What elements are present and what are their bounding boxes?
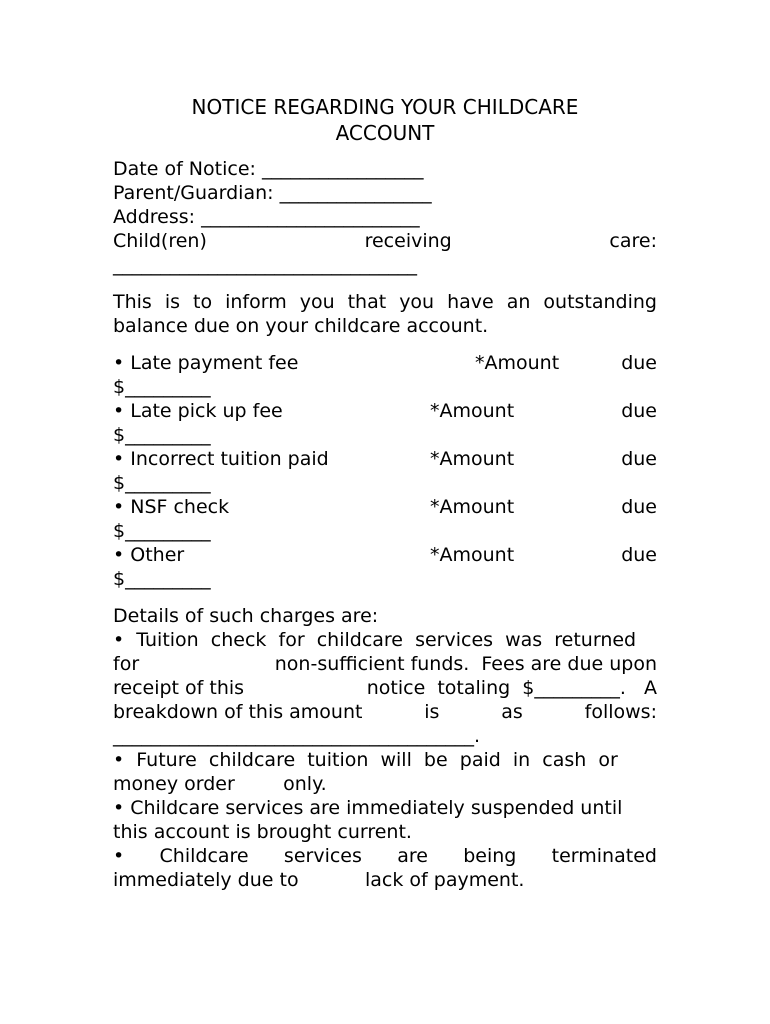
charge-amount-label: *Amount [430,496,515,518]
page-title [113,94,657,146]
detail-text: as [501,701,523,723]
charge-due-label: due [621,448,657,470]
children-field[interactable]: ________________________________ [113,254,417,276]
detail-bullet-suspended-line-1: • Childcare services are immediately suspended until [113,797,623,819]
details-heading: Details of such charges are: [113,605,379,627]
detail-text: Childcare [159,845,249,867]
charge-amount-label: *Amount [430,544,515,566]
detail-text: for [113,653,140,675]
charge-amount-field[interactable]: $_________ [113,376,211,398]
title-line-1: NOTICE REGARDING YOUR CHILDCARE [191,95,579,119]
detail-text: • [113,845,125,867]
charge-label: • Late payment fee [113,352,299,374]
charge-item [113,399,657,447]
children-word-3: care: [609,230,657,252]
detail-text: receipt of this [113,677,245,699]
detail-bullet-nsf-line-3 [113,676,657,700]
detail-text: terminated [551,845,657,867]
charge-item [113,351,657,399]
detail-bullet-future-line-1: • Future childcare tuition will be paid in cash or [113,749,618,771]
detail-bullet-suspended-line-2: this account is brought current. [113,821,412,843]
address-field[interactable]: Address: _______________________ [113,206,420,228]
charge-label: • Incorrect tuition paid [113,448,329,470]
charge-amount-field[interactable]: $_________ [113,424,211,446]
breakdown-field[interactable]: ______________________________________. [113,725,481,747]
detail-text: non-sufficient funds. Fees are due upon [274,653,657,675]
charge-amount-label: *Amount [475,352,560,374]
charge-amount-field[interactable]: $_________ [113,472,211,494]
charge-amount-field[interactable]: $_________ [113,568,211,590]
charge-amount-field[interactable]: $_________ [113,520,211,542]
detail-text: being [463,845,517,867]
detail-bullet-future-line-2: money order only. [113,773,327,795]
detail-bullet-terminated-line-1 [113,844,657,868]
detail-text: follows: [584,701,657,723]
charge-due-label: due [621,496,657,518]
detail-text: is [424,701,440,723]
charge-due-label: due [621,400,657,422]
detail-text: are [397,845,428,867]
detail-bullet-nsf-line-1: • Tuition check for childcare services was returned [113,629,637,651]
detail-bullet-nsf-line-4 [113,700,657,724]
parent-guardian-field[interactable]: Parent/Guardian: ________________ [113,182,432,204]
charge-item [113,447,657,495]
charge-due-label: due [621,352,657,374]
children-word-2: receiving [364,230,452,252]
total-amount-field[interactable]: notice totaling $_________. A [366,677,657,699]
charge-label: • Late pick up fee [113,400,283,422]
charges-list [113,351,657,591]
detail-bullet-nsf-line-2 [113,652,657,676]
date-of-notice-field[interactable]: Date of Notice: _________________ [113,158,424,180]
intro-paragraph: This is to inform you that you have an outstanding balance due on your childcare account. [113,291,657,337]
charge-amount-label: *Amount [430,448,515,470]
charge-label: • Other [113,544,185,566]
charge-label: • NSF check [113,496,230,518]
title-line-2: ACCOUNT [335,121,435,145]
charge-item [113,495,657,543]
charge-amount-label: *Amount [430,400,515,422]
charge-item [113,543,657,591]
detail-bullet-terminated-line-2: immediately due to lack of payment. [113,869,525,891]
detail-text: services [283,845,362,867]
notice-page [113,94,657,892]
detail-text: breakdown of this amount [113,701,363,723]
children-receiving-care-label [113,229,657,253]
children-word-1: Child(ren) [113,230,207,252]
charge-due-label: due [621,544,657,566]
